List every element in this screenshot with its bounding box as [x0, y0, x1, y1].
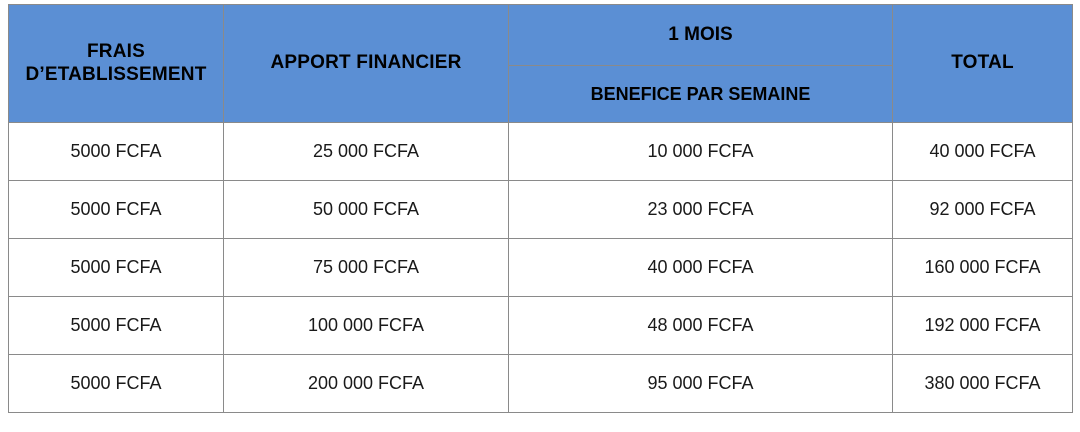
- cell-total: 380 000 FCFA: [893, 355, 1073, 413]
- cell-apport: 75 000 FCFA: [224, 239, 509, 297]
- cell-frais: 5000 FCFA: [9, 181, 224, 239]
- cell-total: 192 000 FCFA: [893, 297, 1073, 355]
- cell-total: 92 000 FCFA: [893, 181, 1073, 239]
- cell-frais: 5000 FCFA: [9, 123, 224, 181]
- cell-benefice: 40 000 FCFA: [509, 239, 893, 297]
- table-row: [9, 181, 1073, 239]
- cell-benefice: 10 000 FCFA: [509, 123, 893, 181]
- cell-apport: 200 000 FCFA: [224, 355, 509, 413]
- header-frais-etablissement: FRAIS D’ETABLISSEMENT: [9, 5, 224, 123]
- table-header-row: [9, 5, 1073, 66]
- cell-benefice: 23 000 FCFA: [509, 181, 893, 239]
- document-sheet: [0, 4, 1080, 432]
- table-row: [9, 123, 1073, 181]
- header-total: TOTAL: [893, 5, 1073, 123]
- pricing-table: [8, 4, 1073, 413]
- cell-total: 160 000 FCFA: [893, 239, 1073, 297]
- cell-apport: 100 000 FCFA: [224, 297, 509, 355]
- header-apport-financier: APPORT FINANCIER: [224, 5, 509, 123]
- cell-frais: 5000 FCFA: [9, 355, 224, 413]
- cell-apport: 50 000 FCFA: [224, 181, 509, 239]
- cell-total: 40 000 FCFA: [893, 123, 1073, 181]
- header-benefice-par-semaine: BENEFICE PAR SEMAINE: [509, 66, 893, 123]
- table-row: [9, 355, 1073, 413]
- cell-frais: 5000 FCFA: [9, 297, 224, 355]
- table-row: [9, 239, 1073, 297]
- cell-frais: 5000 FCFA: [9, 239, 224, 297]
- cell-benefice: 48 000 FCFA: [509, 297, 893, 355]
- cell-benefice: 95 000 FCFA: [509, 355, 893, 413]
- table-row: [9, 297, 1073, 355]
- cell-apport: 25 000 FCFA: [224, 123, 509, 181]
- header-1-mois: 1 MOIS: [509, 5, 893, 66]
